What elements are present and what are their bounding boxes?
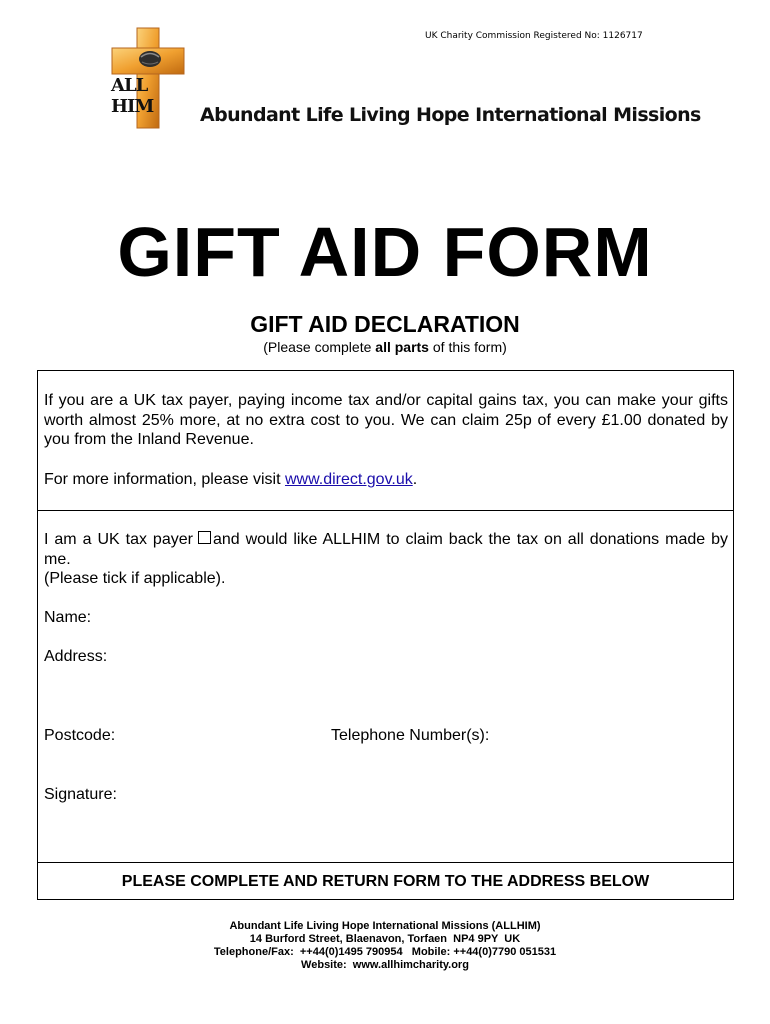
intro-paragraph: If you are a UK tax payer, paying income tax and/or capital gains tax, you can make your gifts worth almost 25% more, at no extra cost to you. We can claim 25p of every £1.00 donated by you from the Inland Revenue.	[44, 392, 728, 448]
declaration-heading: GIFT AID DECLARATION	[250, 311, 520, 337]
intro-section	[38, 371, 733, 511]
declaration-form	[37, 370, 734, 900]
page-title: GIFT AID FORM	[117, 213, 653, 291]
contact-org-line: Abundant Life Living Hope International Missions (ALLHIM)	[229, 920, 541, 932]
telephone-label: Telephone Number(s):	[331, 727, 490, 744]
logo-text-left: ALL	[111, 75, 148, 96]
taxpayer-declaration	[44, 530, 728, 569]
postcode-label: Postcode:	[44, 727, 116, 744]
info-text: For more information, please visit	[44, 471, 285, 488]
return-notice: PLEASE COMPLETE AND RETURN FORM TO THE ADDRESS BELOW	[121, 873, 650, 890]
contact-phone-line: Telephone/Fax: ++44(0)1495 790954 Mobile: ++44(0)7790 051531	[213, 946, 557, 958]
return-notice-section	[38, 863, 733, 900]
details-section	[38, 511, 733, 863]
instruction-after: of this form)	[428, 339, 507, 355]
instruction-before: (Please complete	[263, 339, 376, 355]
contact-address-line: 14 Burford Street, Blaenavon, Torfaen NP4 9PY UK	[249, 933, 521, 945]
charity-registration-number: UK Charity Commission Registered No: 1126717	[425, 31, 643, 41]
logo-text-right: HIM	[111, 96, 154, 117]
instruction-bold: all parts	[375, 339, 429, 355]
gov-website-link[interactable]: www.direct.gov.uk	[284, 471, 413, 488]
info-line	[44, 470, 728, 490]
address-label: Address:	[44, 648, 108, 665]
tick-note: (Please tick if applicable).	[44, 570, 226, 587]
declaration-text-end: and would like ALLHIM to claim back the tax on all donations made by me.	[44, 531, 729, 568]
declaration-text-start: I am a UK tax payer	[44, 531, 193, 548]
organisation-name: Abundant Life Living Hope International Missions	[200, 104, 701, 126]
name-label: Name:	[44, 609, 92, 626]
logo-wordmark	[111, 75, 188, 117]
taxpayer-checkbox[interactable]	[198, 531, 211, 544]
signature-label: Signature:	[44, 786, 117, 803]
completion-instruction	[0, 339, 770, 355]
contact-website-line: Website: www.allhimcharity.org	[301, 959, 469, 971]
contact-details	[0, 920, 770, 972]
allhim-logo	[108, 26, 188, 130]
info-period: .	[412, 471, 418, 488]
